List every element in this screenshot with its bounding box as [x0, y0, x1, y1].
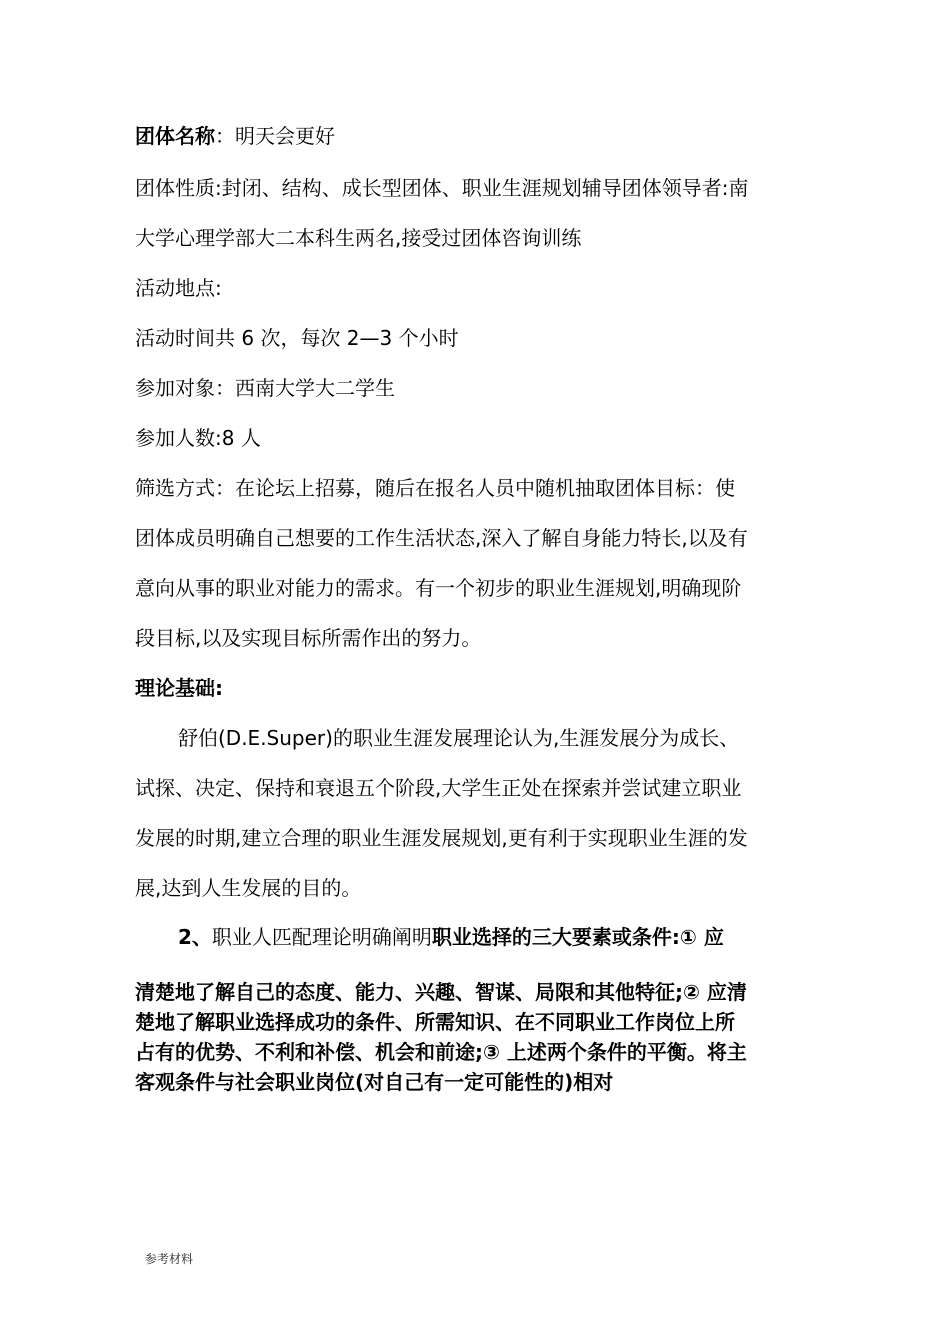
matching-bold-line-2: 楚地了解职业选择成功的条件、所需知识、在不同职业工作岗位上所 — [135, 1010, 735, 1034]
group-nature-line-1: 团体性质:封闭、结构、成长型团体、职业生涯规划辅导团体领导者:南 — [135, 176, 749, 200]
screening-line-2: 团体成员明确自己想要的工作生活状态,深入了解自身能力特长,以及有 — [135, 526, 748, 550]
participant-count: 参加人数:8 人 — [135, 426, 261, 450]
activity-location: 活动地点: — [135, 276, 222, 300]
super-theory-line-1: 舒伯(D.E.Super)的职业生涯发展理论认为,生涯发展分为成长、 — [178, 726, 740, 750]
screening-line-4: 段目标,以及实现目标所需作出的努力。 — [135, 626, 482, 650]
page-footer: 参考材料 — [145, 1252, 194, 1266]
matching-bold-line-3: 占有的优势、不利和补偿、机会和前途;③ 上述两个条件的平衡。将主 — [135, 1040, 747, 1064]
group-nature-line-2: 大学心理学部大二本科生两名,接受过团体咨询训练 — [135, 226, 582, 250]
group-name-label: 团体名称 — [135, 124, 215, 148]
super-theory-line-3: 发展的时期,建立合理的职业生涯发展规划,更有利于实现职业生涯的发 — [135, 826, 748, 850]
matching-theory-bold: 职业选择的三大要素或条件 — [431, 925, 672, 949]
matching-theory-tail: :① 应 — [671, 925, 724, 949]
participants: 参加对象：西南大学大二学生 — [135, 376, 395, 400]
matching-theory-plain: 职业人匹配理论明确阐明 — [211, 925, 432, 949]
matching-theory-line — [178, 923, 724, 951]
matching-bold-line-4: 客观条件与社会职业岗位(对自己有一定可能性的)相对 — [135, 1070, 614, 1094]
matching-theory-number: 2、 — [178, 925, 212, 949]
group-name-line — [135, 122, 335, 150]
activity-time: 活动时间共 6 次，每次 2—3 个小时 — [135, 326, 459, 350]
screening-line-3: 意向从事的职业对能力的需求。有一个初步的职业生涯规划,明确现阶 — [135, 576, 742, 600]
super-theory-line-4: 展,达到人生发展的目的。 — [135, 876, 362, 900]
group-name-value: ：明天会更好 — [215, 124, 335, 148]
theory-heading: 理论基础: — [135, 676, 223, 700]
screening-line-1: 筛选方式：在论坛上招募，随后在报名人员中随机抽取团体目标：使 — [135, 476, 735, 500]
matching-bold-line-1: 清楚地了解自己的态度、能力、兴趣、智谋、局限和其他特征;② 应清 — [135, 980, 747, 1004]
super-theory-line-2: 试探、决定、保持和衰退五个阶段,大学生正处在探索并尝试建立职业 — [135, 776, 742, 800]
